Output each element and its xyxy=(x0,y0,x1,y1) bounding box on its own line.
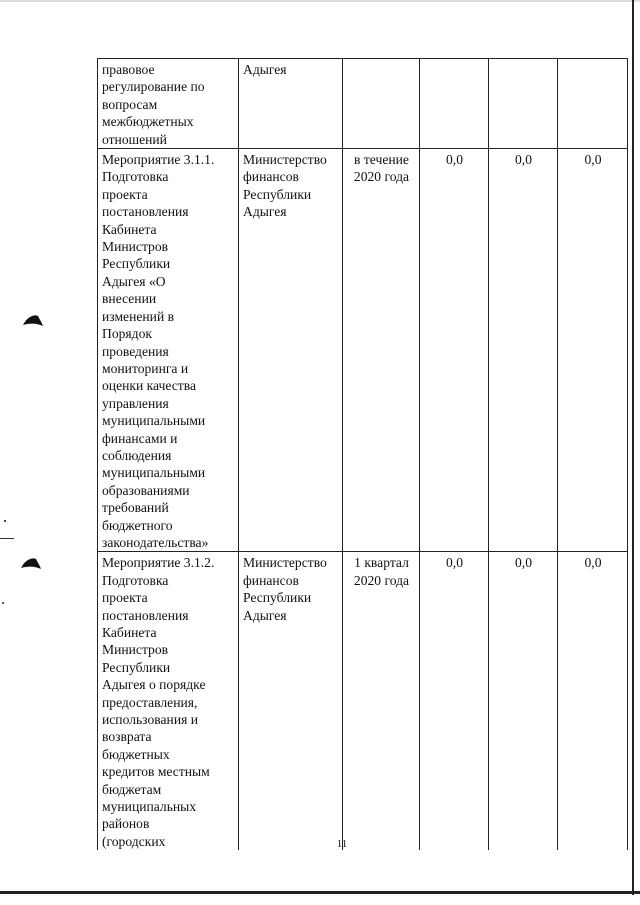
value-cell: 0,0 xyxy=(420,552,489,850)
executor-cell: Адыгея xyxy=(239,59,343,149)
scan-artifact-dot xyxy=(2,602,4,604)
table-row xyxy=(98,149,628,552)
activity-cell: Мероприятие 3.1.1. Подготовка проекта постановления Кабинета Министров Республики Адыгея «О внесении изменений в Порядок проведения мониторинга и оценки качества управления муниципальными финансами и соблюдения муниципальными образованиями требований бюджетного законодательства» xyxy=(98,149,239,552)
term-cell: 1 квартал 2020 года xyxy=(343,552,420,850)
measures-table xyxy=(97,58,628,850)
executor-cell: Министерство финансов Республики Адыгея xyxy=(239,149,343,552)
page-number: 11 xyxy=(336,838,348,850)
value-cell: 0,0 xyxy=(558,149,628,552)
value-cell: 0,0 xyxy=(558,552,628,850)
activity-cell: правовое регулирование по вопросам межбюджетных отношений xyxy=(98,59,239,149)
table-row xyxy=(98,59,628,149)
executor-cell: Министерство финансов Республики Адыгея xyxy=(239,552,343,850)
value-cell xyxy=(420,59,489,149)
value-cell xyxy=(558,59,628,149)
page-bottom-edge xyxy=(0,891,640,894)
table-row xyxy=(98,552,628,850)
term-cell: в течение 2020 года xyxy=(343,149,420,552)
value-cell xyxy=(489,59,558,149)
value-cell: 0,0 xyxy=(420,149,489,552)
page-top-edge xyxy=(0,0,640,2)
scan-artifact-line xyxy=(0,538,14,539)
scan-artifact-dot xyxy=(4,520,6,522)
value-cell: 0,0 xyxy=(489,149,558,552)
value-cell: 0,0 xyxy=(489,552,558,850)
page-right-edge xyxy=(632,0,634,895)
punch-hole-mark-icon xyxy=(20,555,42,571)
activity-cell: Мероприятие 3.1.2. Подготовка проекта постановления Кабинета Министров Республики Адыгея о порядке предоставления, использования и возврата бюджетных кредитов местным бюджетам муниципальных районов (городских xyxy=(98,552,239,850)
term-cell xyxy=(343,59,420,149)
punch-hole-mark-icon xyxy=(22,312,44,328)
